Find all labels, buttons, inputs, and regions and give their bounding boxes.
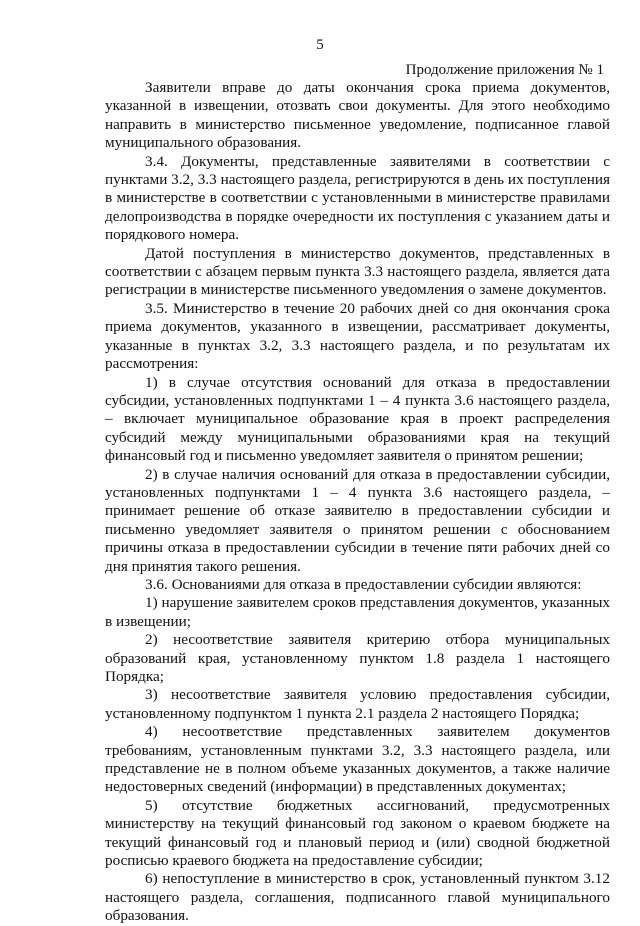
paragraph-3-5: 3.5. Министерство в течение 20 рабочих дней со дня окончания срока приема документов, указанного в извещении, рассматривает документы, указанные в пунктах 3.2, 3.3 настоящего раздела, и по результатам их рассмотрения: xyxy=(105,299,610,373)
paragraph-3-6-item-1: 1) нарушение заявителем сроков представления документов, указанных в извещении; xyxy=(105,594,610,630)
page-number: 5 xyxy=(316,37,324,53)
paragraph-3-5-item-2: 2) в случае наличия оснований для отказа в предоставлении субсидии, установленных подпунктами 1 – 4 пункта 3.6 настоящего раздела, – принимает решение об отказе заявителю в предоставлении субсидии и письменно уведомляет заявителя о принятом решении с обоснованием причины отказа в предоставлении субсидии в течение пяти рабочих дней со дня принятия такого решения. xyxy=(105,465,610,575)
paragraph-3-6: 3.6. Основаниями для отказа в предоставлении субсидии являются: xyxy=(145,575,582,593)
paragraph-3-6-item-2: 2) несоответствие заявителя критерию отбора муниципальных образований края, установленному пунктом 1.8 раздела 1 настоящего Порядка; xyxy=(105,631,610,685)
document-body xyxy=(105,79,610,926)
paragraph-receipt-date: Датой поступления в министерство документов, представленных в соответствии с абзацем первым пункта 3.3 настоящего раздела, является дата регистрации в министерстве письменного уведомления о замене документов. xyxy=(105,244,610,299)
paragraph-3-5-item-1: 1) в случае отсутствия оснований для отказа в предоставлении субсидии, установленных подпунктами 1 – 4 пункта 3.6 настоящего раздела, – включает муниципальное образование края в проект распределения субсидий между муниципальными образованиями края на текущий финансовый год и письменно уведомляет заявителя о принятом решении; xyxy=(105,373,610,465)
appendix-continuation-label: Продолжение приложения № 1 xyxy=(405,62,604,78)
paragraph-3-4: 3.4. Документы, представленные заявителями в соответствии с пунктами 3.2, 3.3 настоящего раздела, регистрируются в день их поступления в министерстве в соответствии с установленными в министерстве правилами делопроизводства в порядке очередности их поступления с указанием даты и порядкового номера. xyxy=(105,152,610,244)
paragraph-3-6-item-3: 3) несоответствие заявителя условию предоставления субсидии, установленному подпунктом 1 пункта 2.1 раздела 2 настоящего Порядка; xyxy=(105,686,610,722)
paragraph-withdrawal: Заявители вправе до даты окончания срока приема документов, указанной в извещении, отозвать свои документы. Для этого необходимо направить в министерство письменное уведомление, подписанное главой муниципального образования. xyxy=(105,79,610,152)
paragraph-3-6-item-4: 4) несоответствие представленных заявителем документов требованиям, установленным пунктами 3.2, 3.3 настоящего раздела, или представление не в полном объеме указанных документов, а также наличие недостоверных сведений (информации) в представленных документах; xyxy=(105,723,610,796)
paragraph-3-6-item-5: 5) отсутствие бюджетных ассигнований, предусмотренных министерству на текущий финансовый год законом о краевом бюджете на текущий финансовый год и плановый период и (или) сводной бюджетной росписью краевого бюджета на предоставление субсидии; xyxy=(105,796,610,870)
paragraph-3-6-item-6: 6) непоступление в министерство в срок, установленный пунктом 3.12 настоящего раздела, соглашения, подписанного главой муниципального образования. xyxy=(105,870,610,925)
